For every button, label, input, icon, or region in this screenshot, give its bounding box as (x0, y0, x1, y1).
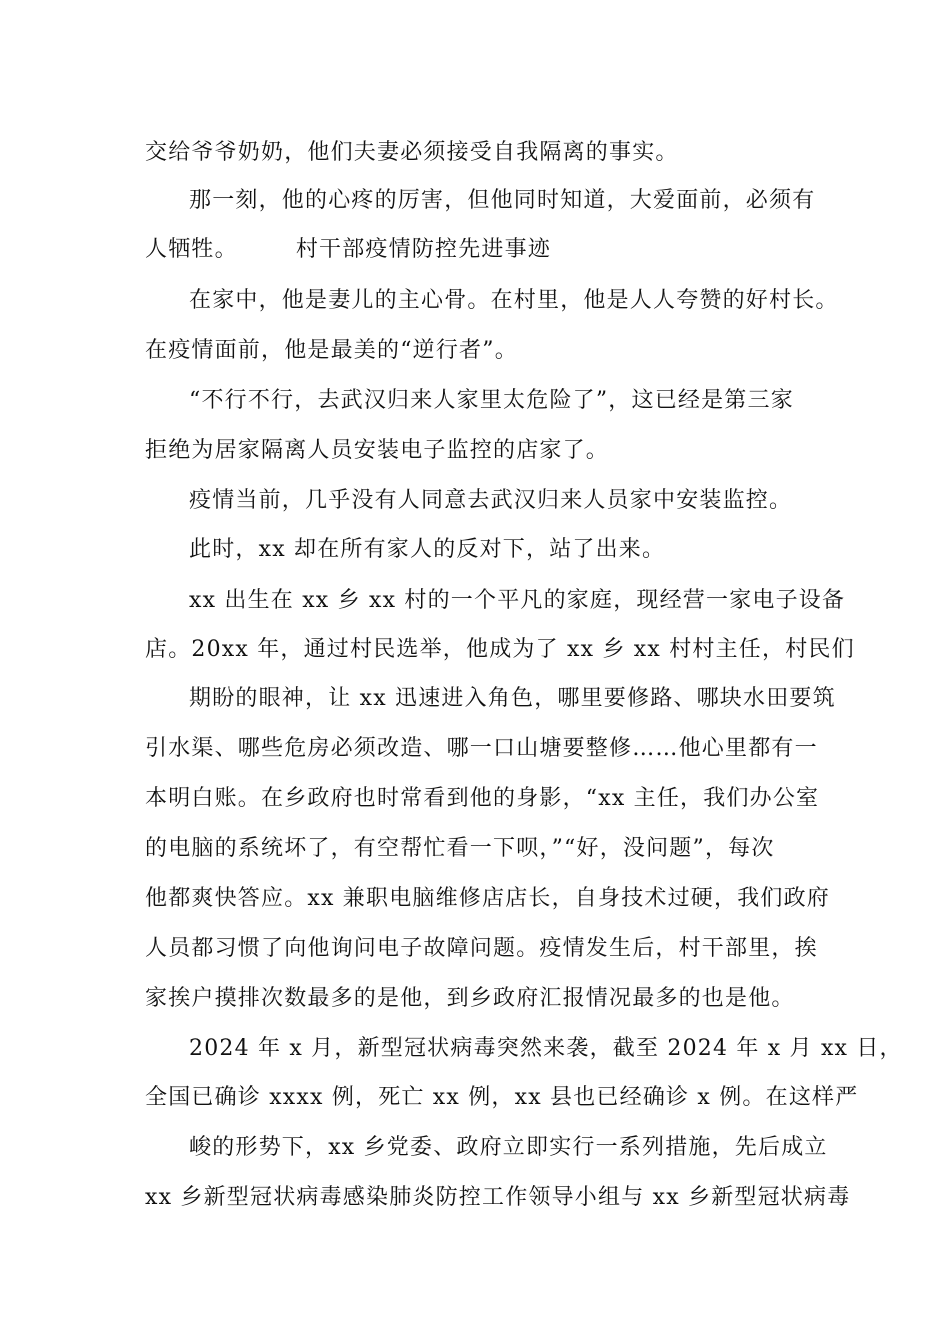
inline-heading: 村干部疫情防控先进事迹 (295, 237, 552, 262)
text-line: 拒绝为居家隔离人员安装电子监控的店家了。 (145, 438, 610, 463)
text-line: 家挨户摸排次数最多的是他，到乡政府汇报情况最多的也是他。 (145, 986, 795, 1011)
text-fragment: 人牺牲。 (145, 237, 238, 262)
text-line: “不行不行，去武汉归来人家里太危险了”，这已经是第三家 (189, 388, 794, 413)
text-line: 在家中，他是妻儿的主心骨。在村里，他是人人夸赞的好村长。 (189, 288, 839, 313)
text-line: 此时，xx 却在所有家人的反对下，站了出来。 (189, 537, 666, 562)
text-line: 引水渠、哪些危房必须改造、哪一口山塘要整修……他心里都有一 (145, 736, 818, 761)
text-line: 2024 年 x 月，新型冠状病毒突然来袭，截至 2024 年 x 月 xx 日， (189, 1036, 903, 1061)
text-line: 那一刻，他的心疼的厉害，但他同时知道，大爱面前，必须有 (189, 188, 816, 213)
text-line: xx 乡新型冠状病毒感染肺炎防控工作领导小组与 xx 乡新型冠状病毒 (145, 1185, 851, 1210)
text-line: 他都爽快答应。xx 兼职电脑维修店店长，自身技术过硬，我们政府 (145, 886, 831, 911)
text-line: 峻的形势下，xx 乡党委、政府立即实行一系列措施，先后成立 (189, 1135, 828, 1160)
text-line: 疫情当前，几乎没有人同意去武汉归来人员家中安装监控。 (189, 488, 793, 513)
text-line: 期盼的眼神，让 xx 迅速进入角色，哪里要修路、哪块水田要筑 (189, 686, 836, 711)
text-line: 全国已确诊 xxxx 例，死亡 xx 例，xx 县也已经确诊 x 例。在这样严 (145, 1085, 859, 1110)
text-line (145, 236, 551, 264)
text-line: 在疫情面前，他是最美的“逆行者”。 (145, 338, 518, 363)
text-line: 店。20xx 年，通过村民选举，他成为了 xx 乡 xx 村村主任，村民们 (145, 637, 855, 662)
text-line: 本明白账。在乡政府也时常看到他的身影，“xx 主任，我们办公室 (145, 786, 820, 811)
text-line: xx 出生在 xx 乡 xx 村的一个平凡的家庭，现经营一家电子设备 (189, 588, 846, 613)
text-line: 的电脑的系统坏了，有空帮忙看一下呗，”“好，没问题”，每次 (145, 836, 775, 861)
text-line: 人员都习惯了向他询问电子故障问题。疫情发生后，村干部里，挨 (145, 936, 818, 961)
text-line: 交给爷爷奶奶，他们夫妻必须接受自我隔离的事实。 (145, 140, 679, 165)
